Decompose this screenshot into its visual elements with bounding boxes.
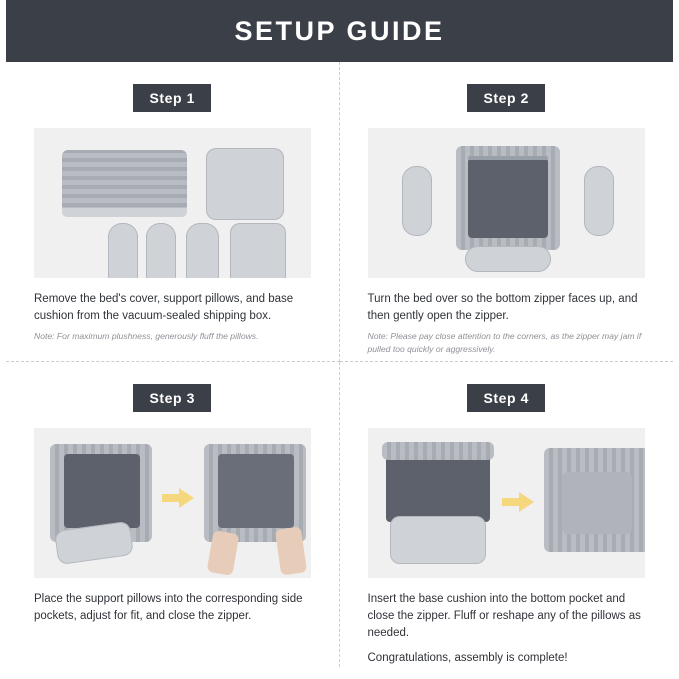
- right-arrow-icon: [519, 492, 534, 512]
- support-pillow: [108, 223, 138, 278]
- support-pillow: [402, 166, 432, 236]
- step-3-illustration: [34, 428, 311, 578]
- bed-interior-before: [64, 454, 140, 528]
- page-title: SETUP GUIDE: [234, 15, 445, 46]
- hand-left: [207, 530, 240, 576]
- steps-grid: [6, 62, 673, 667]
- step-badge-1: Step 1: [133, 84, 211, 112]
- folded-cover-edge: [62, 208, 187, 217]
- folded-cover-illustration: [62, 150, 187, 212]
- step-cell-2: [340, 62, 674, 362]
- step-1-note: Note: For maximum plushness, generously fluff the pillows.: [34, 331, 259, 342]
- step-3-caption: Place the support pillows into the corresponding side pockets, adjust for fit, and close the zipper.: [34, 593, 303, 622]
- right-arrow-icon: [179, 488, 194, 508]
- support-pillow: [465, 246, 551, 272]
- bed-interior-after: [218, 454, 294, 528]
- step-1-caption: Remove the bed's cover, support pillows, and base cushion from the vacuum-sealed shipping box.: [34, 293, 294, 322]
- square-pillow: [206, 148, 284, 220]
- step-4-caption-2: Congratulations, assembly is complete!: [367, 652, 568, 665]
- step-badge-wrap-4: [368, 384, 646, 412]
- step-badge-wrap-2: [368, 84, 646, 112]
- step-2-illustration: [368, 128, 646, 278]
- arrow-stem: [502, 498, 520, 506]
- open-zipper-panel: [468, 158, 548, 238]
- step-1-illustration: [34, 128, 311, 278]
- support-pillow: [584, 166, 614, 236]
- page-header: [6, 0, 673, 62]
- step-2-caption: Turn the bed over so the bottom zipper faces up, and then gently open the zipper.: [367, 293, 638, 322]
- step-badge-3: Step 3: [133, 384, 211, 412]
- step-cell-1: [6, 62, 340, 362]
- step-cell-3: [6, 362, 340, 667]
- support-pillow: [146, 223, 176, 278]
- step-4-illustration: [368, 428, 646, 578]
- step-badge-wrap-1: [34, 84, 311, 112]
- step-badge-4: Step 4: [467, 384, 545, 412]
- finished-bed-interior: [562, 472, 632, 534]
- base-cushion: [230, 223, 286, 278]
- step-badge-wrap-3: [34, 384, 311, 412]
- support-pillow: [186, 223, 219, 278]
- step-cell-4: [340, 362, 674, 667]
- zipper-line: [468, 156, 548, 160]
- arrow-stem: [162, 494, 180, 502]
- base-cushion-inserting: [390, 516, 486, 564]
- step-badge-2: Step 2: [467, 84, 545, 112]
- step-4-caption: Insert the base cushion into the bottom pocket and close the zipper. Fluff or reshape any of the pillows as needed.: [367, 593, 641, 639]
- step-2-note: Note: Please pay close attention to the corners, as the zipper may jam if pulled too quickly or aggressively.: [367, 331, 642, 355]
- bed-rim: [382, 442, 494, 460]
